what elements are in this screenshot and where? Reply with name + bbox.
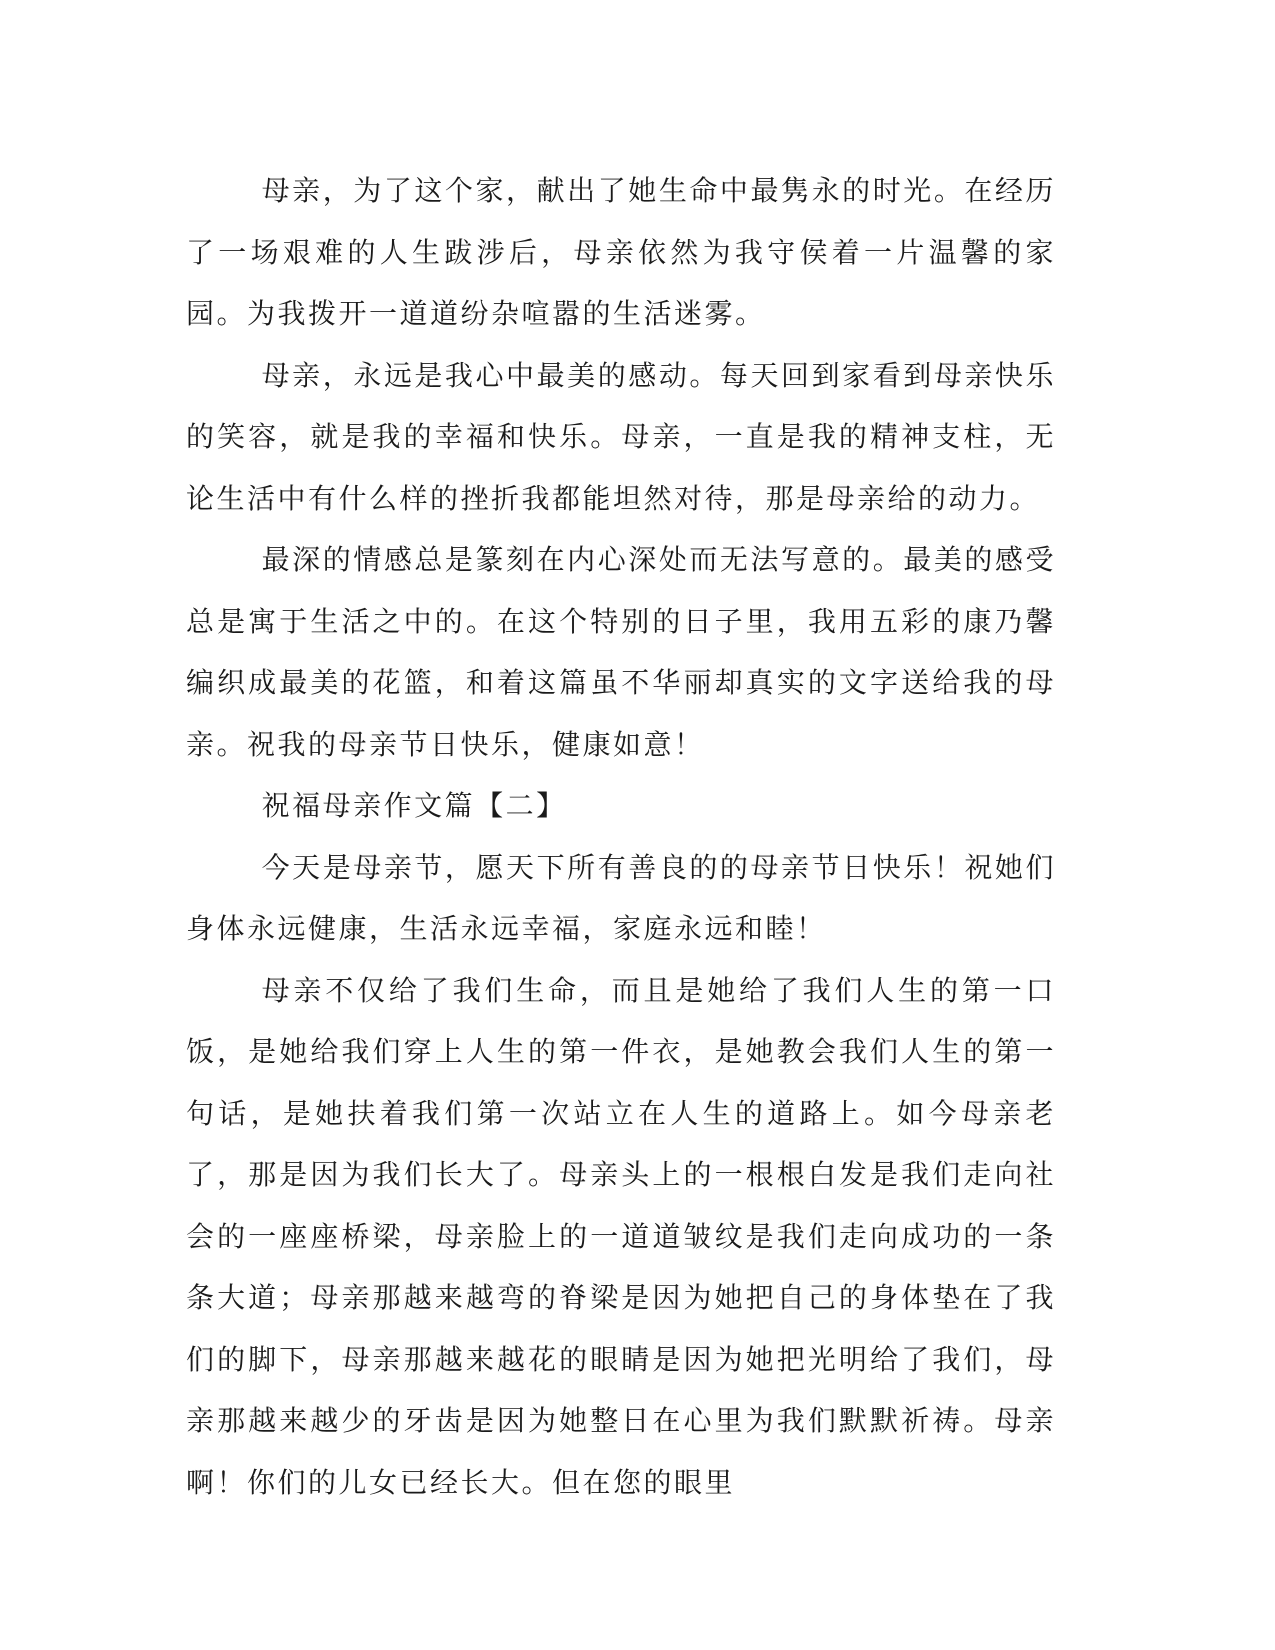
paragraph-mother-moving: 母亲，永远是我心中最美的感动。每天回到家看到母亲快乐的笑容，就是我的幸福和快乐。母亲，一直是我的精神支柱，无论生活中有什么样的挫折我都能坦然对待，那是母亲给的动力。	[186, 358, 1056, 515]
paragraph-deepest-feelings: 最深的情感总是篆刻在内心深处而无法写意的。最美的感受总是寓于生活之中的。在这个特别的日子里，我用五彩的康乃馨编织成最美的花篮，和着这篇虽不华丽却真实的文字送给我的母亲。祝我的母亲节日快乐，健康如意！	[186, 543, 1056, 761]
paragraph-mother-gave-life: 母亲不仅给了我们生命，而且是她给了我们人生的第一口饭，是她给我们穿上人生的第一件衣，是她教会我们人生的第一句话，是她扶着我们第一次站立在人生的道路上。如今母亲老了，那是因为我们长大了。母亲头上的一根根白发是我们走向社会的一座座桥梁，母亲脸上的一道道皱纹是我们走向成功的一条条大道；母亲那越来越弯的脊梁是因为她把自己的身体垫在了我们的脚下，母亲那越来越花的眼睛是因为她把光明给了我们，母亲那越来越少的牙齿是因为她整日在心里为我们默默祈祷。母亲啊！你们的儿女已经长大。但在您的眼里	[186, 973, 1056, 1499]
document-body	[186, 160, 1056, 1513]
section-heading: 祝福母亲作文篇【二】	[261, 789, 567, 822]
paragraph-mother-home: 母亲，为了这个家，献出了她生命中最隽永的时光。在经历了一场艰难的人生跋涉后，母亲依然为我守侯着一片温馨的家园。为我拨开一道道纷杂喧嚣的生活迷雾。	[186, 174, 1056, 330]
paragraph-mothers-day: 今天是母亲节，愿天下所有善良的的母亲节日快乐！祝她们身体永远健康，生活永远幸福，家庭永远和睦！	[186, 850, 1056, 945]
